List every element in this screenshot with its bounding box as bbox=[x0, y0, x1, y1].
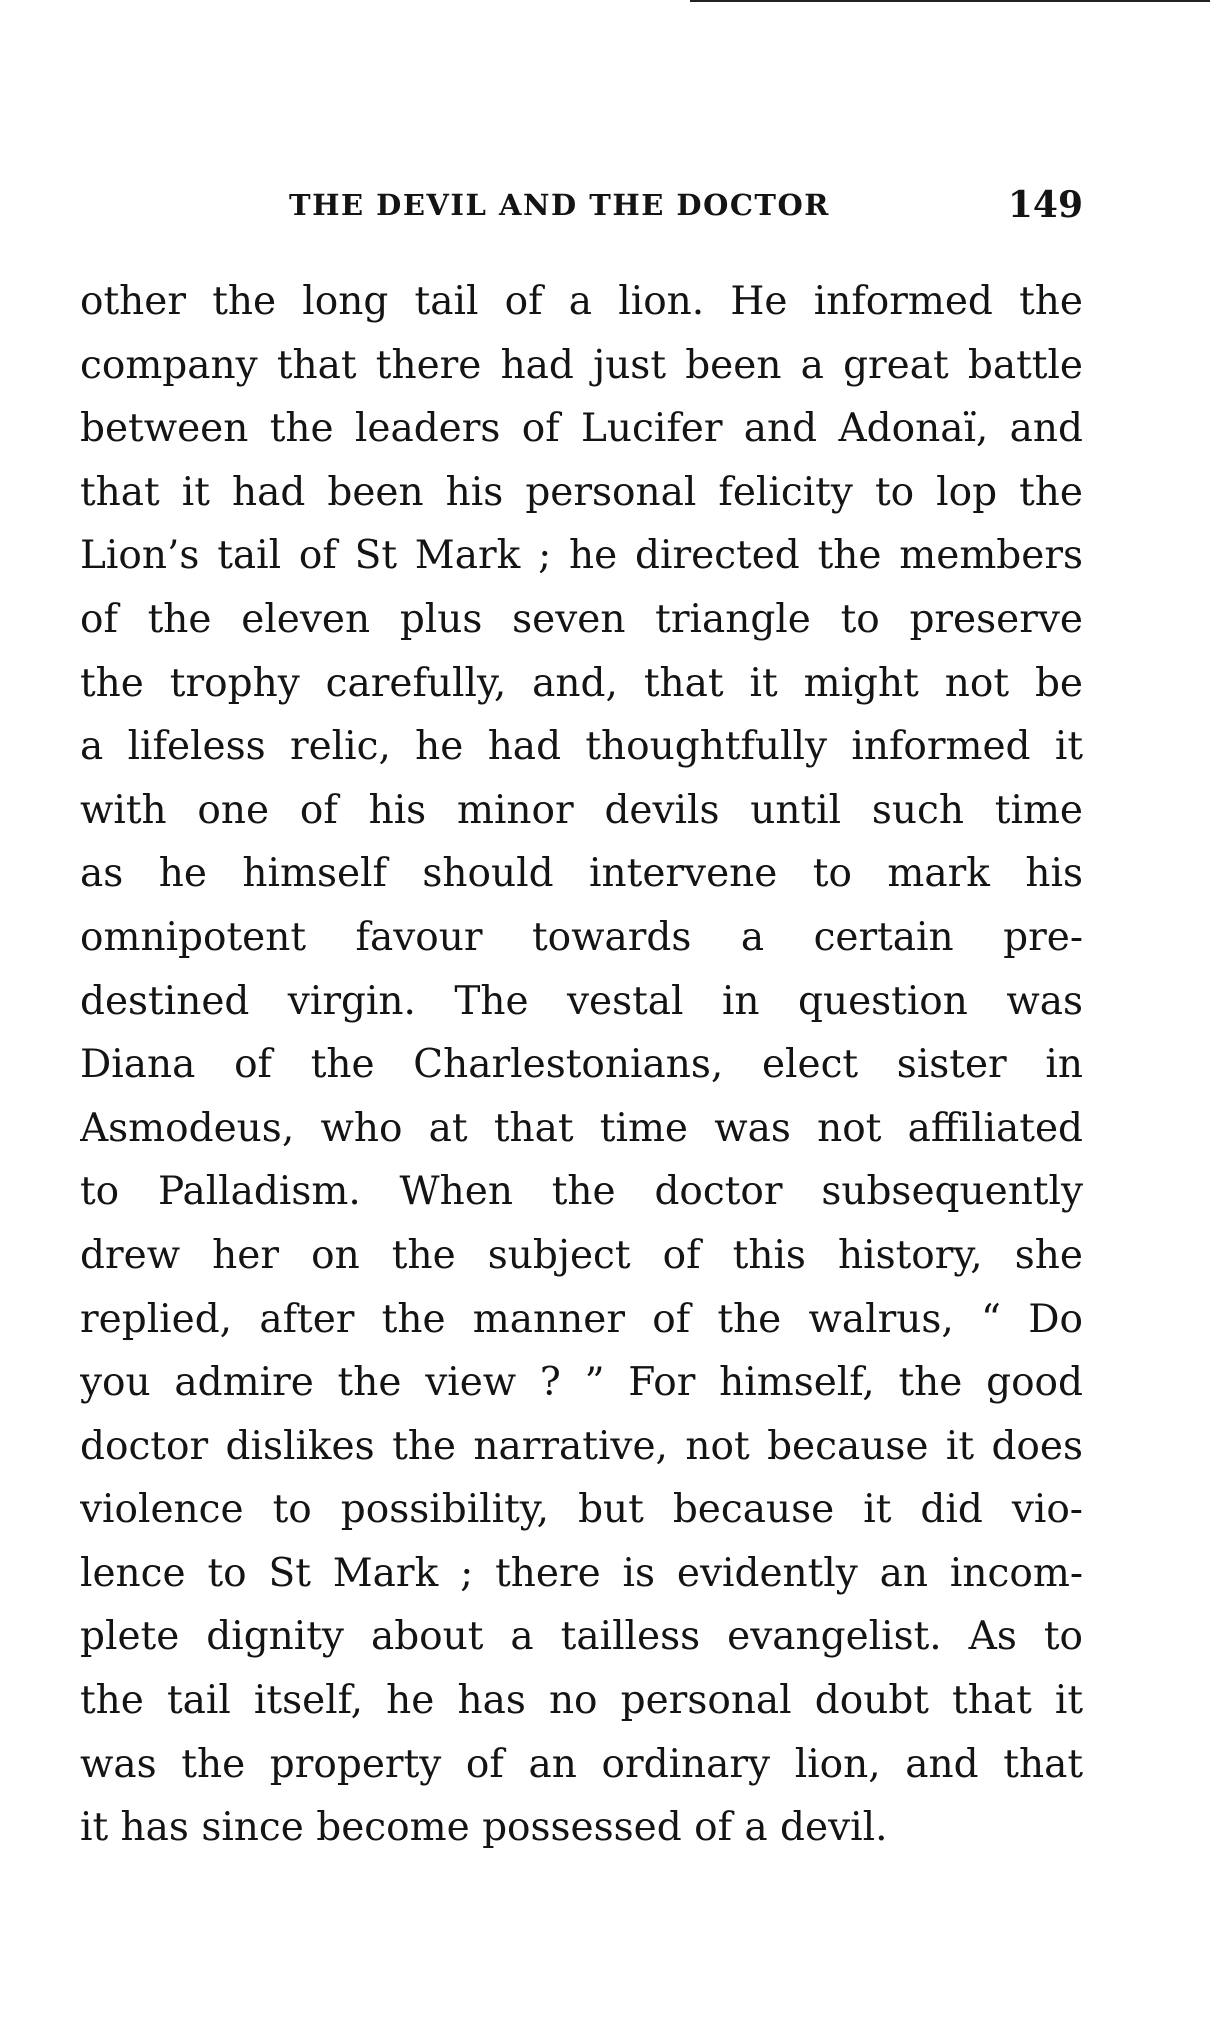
text-line: Diana of the Charlestonians, elect sister in bbox=[80, 1042, 1083, 1088]
text-line: a lifeless relic, he had thoughtfully informed it bbox=[80, 724, 1083, 770]
text-line: drew her on the subject of this history, she bbox=[80, 1232, 1083, 1278]
top-rule bbox=[690, 0, 1210, 2]
text-line: destined virgin. The vestal in question was bbox=[80, 978, 1083, 1024]
text-line: violence to possibility, but because it did vio- bbox=[80, 1487, 1083, 1533]
text-line: as he himself should intervene to mark his bbox=[80, 851, 1083, 897]
text-line: other the long tail of a lion. He informed the bbox=[80, 279, 1083, 324]
text-line: plete dignity about a tailless evangelist. As to bbox=[80, 1614, 1083, 1660]
body-text bbox=[80, 270, 1083, 1860]
text-line: you admire the view ? ” For himself, the good bbox=[80, 1360, 1083, 1406]
text-line-last: it has since become possessed of a devil. bbox=[80, 1805, 888, 1851]
text-line: the tail itself, he has no personal doubt that it bbox=[80, 1678, 1083, 1724]
text-line: between the leaders of Lucifer and Adonaï, and bbox=[80, 406, 1083, 452]
text-line: to Palladism. When the doctor subsequently bbox=[80, 1169, 1083, 1215]
text-line: Lion’s tail of St Mark ; he directed the members bbox=[80, 533, 1083, 579]
text-line: replied, after the manner of the walrus, “ Do bbox=[80, 1296, 1083, 1342]
page-number: 149 bbox=[1007, 184, 1083, 226]
text-line: with one of his minor devils until such time bbox=[80, 787, 1083, 833]
text-line: the trophy carefully, and, that it might not be bbox=[80, 660, 1083, 706]
text-line: was the property of an ordinary lion, and that bbox=[80, 1741, 1083, 1787]
text-line: Asmodeus, who at that time was not affiliated bbox=[80, 1105, 1083, 1151]
running-head bbox=[80, 184, 1083, 228]
running-title: THE DEVIL AND THE DOCTOR bbox=[289, 188, 830, 222]
text-line: of the eleven plus seven triangle to preserve bbox=[80, 596, 1083, 642]
text-line: omnipotent favour towards a certain pre- bbox=[80, 914, 1083, 960]
text-line: that it had been his personal felicity to lop the bbox=[80, 469, 1083, 515]
text-line: company that there had just been a great battle bbox=[80, 342, 1083, 388]
text-line: doctor dislikes the narrative, not because it does bbox=[80, 1423, 1083, 1469]
text-line: lence to St Mark ; there is evidently an incom- bbox=[80, 1550, 1083, 1596]
